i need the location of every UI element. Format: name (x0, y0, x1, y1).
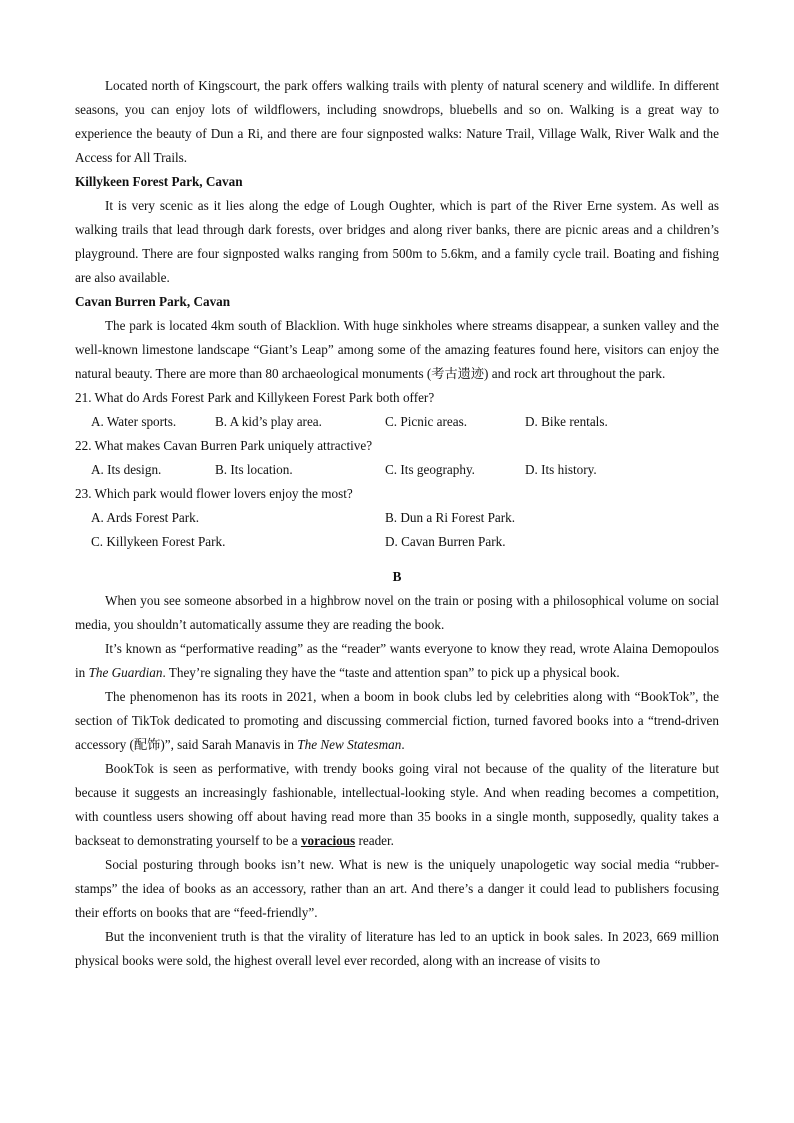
option-c: C. Picnic areas. (385, 414, 468, 429)
paragraph-b4 (75, 757, 719, 853)
source-guardian: The Guardian (88, 665, 163, 680)
heading-cavan-burren: Cavan Burren Park, Cavan (75, 294, 231, 309)
option-b: B. A kid’s play area. (215, 414, 322, 429)
paragraph-b3 (75, 685, 719, 757)
text: It’s known as “performative reading” as the “reader” wants everyone to know they read, wrote Alaina Demopoulos in (75, 641, 719, 680)
option-c: C. Its geography. (385, 462, 475, 477)
paragraph-b6: But the inconvenient truth is that the virality of literature has led to an uptick in book sales. In 2023, 669 million physical books were sold, the highest overall level ever recorded, along with an increase of visits to (75, 929, 719, 968)
question-21: 21. What do Ards Forest Park and Killykeen Forest Park both offer? (75, 390, 435, 405)
option-a: A. Ards Forest Park. (91, 510, 200, 525)
option-b: B. Dun a Ri Forest Park. (385, 510, 516, 525)
paragraph-killykeen: It is very scenic as it lies along the edge of Lough Oughter, which is part of the River Erne system. As well as walking trails that lead through dark forests, over bridges and along river banks, there are picnic areas and a children’s playground. There are four signposted walks ranging from 500m to 5.6km, and a family cycle trail. Boating and fishing are also available. (75, 198, 719, 285)
paragraph-b5: Social posturing through books isn’t new. What is new is the uniquely unapologetic way social media “rubber-stamps” the idea of books as an accessory, rather than an art. And there’s a danger it could lead to publishers focusing their efforts on books that are “feed-friendly”. (75, 857, 719, 920)
option-a: A. Its design. (91, 462, 162, 477)
paragraph-dun-a-ri: Located north of Kingscourt, the park offers walking trails with plenty of natural scenery and wildlife. In different seasons, you can enjoy lots of wildflowers, including snowdrops, bluebells and so on. Walking is a great way to experience the beauty of Dun a Ri, and there are four signposted walks: Nature Trail, Village Walk, River Walk and the Access for All Trails. (75, 78, 719, 165)
option-d: D. Cavan Burren Park. (385, 534, 506, 549)
option-d: D. Its history. (525, 462, 597, 477)
question-21-options (75, 410, 719, 434)
question-23-options-row1 (75, 506, 719, 530)
question-22-options (75, 458, 719, 482)
paragraph-cavan-burren: The park is located 4km south of Blacklion. With huge sinkholes where streams disappear, a sunken valley and the well-known limestone landscape “Giant’s Leap” among some of the amazing features found here, visitors can enjoy the natural beauty. There are more than 80 archaeological monuments (考古遗迹) and rock art throughout the park. (75, 318, 719, 381)
underlined-word-voracious: voracious (300, 833, 356, 848)
option-c: C. Killykeen Forest Park. (91, 534, 226, 549)
option-d: D. Bike rentals. (525, 414, 608, 429)
paragraph-b1: When you see someone absorbed in a highbrow novel on the train or posing with a philosophical volume on social media, you shouldn’t automatically assume they are reading the book. (75, 593, 719, 632)
text: The phenomenon has its roots in 2021, when a boom in book clubs led by celebrities along with “BookTok”, the section of TikTok dedicated to promoting and discussing commercial fiction, turned favored books into a “trend-driven accessory (配饰)”, said Sarah Manavis in (75, 689, 719, 752)
text: . They’re signaling they have the “taste and attention span” to pick up a physical book. (162, 665, 620, 680)
question-23-options-row2 (75, 530, 719, 554)
question-22: 22. What makes Cavan Burren Park uniquely attractive? (75, 438, 373, 453)
option-a: A. Water sports. (91, 414, 177, 429)
source-new-statesman: The New Statesman (297, 737, 402, 752)
question-23: 23. Which park would flower lovers enjoy the most? (75, 486, 353, 501)
text: reader. (355, 833, 394, 848)
paragraph-b2 (75, 637, 719, 685)
text: BookTok is seen as performative, with trendy books going viral not because of the quality of the literature but because it suggests an increasingly fashionable, intellectual-looking style. And when reading becomes a competition, with countless users showing off about having read more than 35 books in a single month, supposedly, quality takes a backseat to demonstrating yourself to be a (75, 761, 719, 848)
heading-killykeen: Killykeen Forest Park, Cavan (75, 174, 243, 189)
section-b-title: B (392, 569, 402, 584)
document-page (75, 74, 719, 973)
option-b: B. Its location. (215, 462, 293, 477)
text: . (401, 737, 405, 752)
